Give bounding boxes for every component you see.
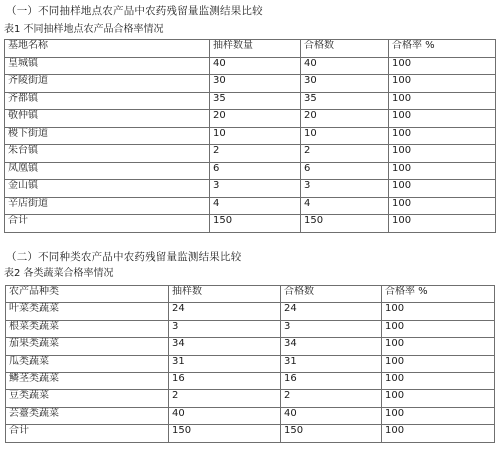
table-body: [6, 303, 495, 442]
table-cell: 100: [382, 338, 495, 355]
header-row: [5, 40, 496, 58]
table-cell: 20: [210, 110, 301, 128]
column-header: 合格率 %: [389, 40, 496, 58]
table-cell: 100: [382, 372, 495, 389]
table-cell: 100: [382, 303, 495, 320]
table-cell: 31: [281, 355, 382, 372]
table-row: [6, 407, 495, 424]
table-row: [5, 162, 496, 180]
table-cell: 100: [389, 92, 496, 110]
column-header: 抽样数量: [210, 40, 301, 58]
table-cell: 凤凰镇: [5, 162, 210, 180]
column-header: 合格数: [301, 40, 389, 58]
table-cell: 6: [210, 162, 301, 180]
table-cell: 金山镇: [5, 180, 210, 198]
table-cell: 10: [301, 127, 389, 145]
table-cell: 合计: [5, 215, 210, 233]
section-1-heading: （一）不同抽样地点农产品中农药残留量监测结果比较: [6, 5, 263, 17]
table-cell: 齐陵街道: [5, 75, 210, 93]
table-cell: 40: [210, 57, 301, 75]
table-cell: 100: [382, 407, 495, 424]
table-cell: 4: [210, 197, 301, 215]
table-cell: 40: [301, 57, 389, 75]
table-cell: 合计: [6, 425, 169, 442]
table-cell: 稷下街道: [5, 127, 210, 145]
table-cell: 100: [389, 180, 496, 198]
table-row: [5, 215, 496, 233]
column-header: 基地名称: [5, 40, 210, 58]
table-cell: 150: [210, 215, 301, 233]
table-row: [5, 145, 496, 163]
table-cell: 100: [389, 145, 496, 163]
sampling-location-table: [4, 39, 496, 233]
table-cell: 3: [301, 180, 389, 198]
table-cell: 根菜类蔬菜: [6, 320, 169, 337]
table-cell: 3: [210, 180, 301, 198]
table-cell: 34: [169, 338, 281, 355]
table-header: [6, 286, 495, 303]
section-2-heading: （二）不同种类农产品中农药残留量监测结果比较: [6, 251, 242, 263]
column-header: 抽样数: [169, 286, 281, 303]
table-row: [6, 338, 495, 355]
table-1-caption: 表1 不同抽样地点农产品合格率情况: [4, 24, 164, 35]
table-cell: 鳞茎类蔬菜: [6, 372, 169, 389]
table-row: [5, 75, 496, 93]
table-cell: 35: [210, 92, 301, 110]
table-cell: 100: [382, 355, 495, 372]
table-cell: 31: [169, 355, 281, 372]
table-cell: 皇城镇: [5, 57, 210, 75]
table-cell: 24: [169, 303, 281, 320]
table-cell: 朱台镇: [5, 145, 210, 163]
table-cell: 敬仲镇: [5, 110, 210, 128]
table-cell: 150: [169, 425, 281, 442]
table-header: [5, 40, 496, 58]
table-row: [5, 57, 496, 75]
table-cell: 100: [382, 390, 495, 407]
table-cell: 2: [281, 390, 382, 407]
table-row: [6, 425, 495, 442]
table-row: [5, 110, 496, 128]
table-row: [5, 180, 496, 198]
table-cell: 100: [389, 162, 496, 180]
table-cell: 40: [169, 407, 281, 424]
table-cell: 豆类蔬菜: [6, 390, 169, 407]
header-row: [6, 286, 495, 303]
column-header: 合格率 %: [382, 286, 495, 303]
table-cell: 16: [281, 372, 382, 389]
table-cell: 40: [281, 407, 382, 424]
table-cell: 100: [389, 75, 496, 93]
column-header: 合格数: [281, 286, 382, 303]
table-row: [5, 127, 496, 145]
table-cell: 100: [389, 57, 496, 75]
table-cell: 30: [301, 75, 389, 93]
table-cell: 16: [169, 372, 281, 389]
table-cell: 100: [389, 215, 496, 233]
table-cell: 4: [301, 197, 389, 215]
table-cell: 100: [382, 320, 495, 337]
table-cell: 3: [281, 320, 382, 337]
table-cell: 2: [169, 390, 281, 407]
table-row: [6, 372, 495, 389]
table-cell: 150: [301, 215, 389, 233]
table-cell: 30: [210, 75, 301, 93]
table-cell: 34: [281, 338, 382, 355]
table-cell: 3: [169, 320, 281, 337]
table-cell: 100: [389, 127, 496, 145]
table-row: [6, 320, 495, 337]
table-row: [6, 390, 495, 407]
table-row: [6, 355, 495, 372]
table-cell: 叶菜类蔬菜: [6, 303, 169, 320]
column-header: 农产品种类: [6, 286, 169, 303]
table-cell: 100: [389, 110, 496, 128]
table-cell: 100: [389, 197, 496, 215]
table-cell: 2: [301, 145, 389, 163]
table-cell: 2: [210, 145, 301, 163]
table-cell: 齐都镇: [5, 92, 210, 110]
table-cell: 20: [301, 110, 389, 128]
table-cell: 芸薹类蔬菜: [6, 407, 169, 424]
table-cell: 茄果类蔬菜: [6, 338, 169, 355]
table-cell: 100: [382, 425, 495, 442]
table-cell: 150: [281, 425, 382, 442]
vegetable-category-table: [5, 285, 495, 443]
table-cell: 10: [210, 127, 301, 145]
table-2-caption: 表2 各类蔬菜合格率情况: [4, 268, 114, 279]
table-cell: 6: [301, 162, 389, 180]
table-row: [5, 197, 496, 215]
table-row: [6, 303, 495, 320]
table-body: [5, 57, 496, 232]
table-cell: 辛店街道: [5, 197, 210, 215]
table-cell: 24: [281, 303, 382, 320]
table-cell: 35: [301, 92, 389, 110]
table-cell: 瓜类蔬菜: [6, 355, 169, 372]
table-row: [5, 92, 496, 110]
